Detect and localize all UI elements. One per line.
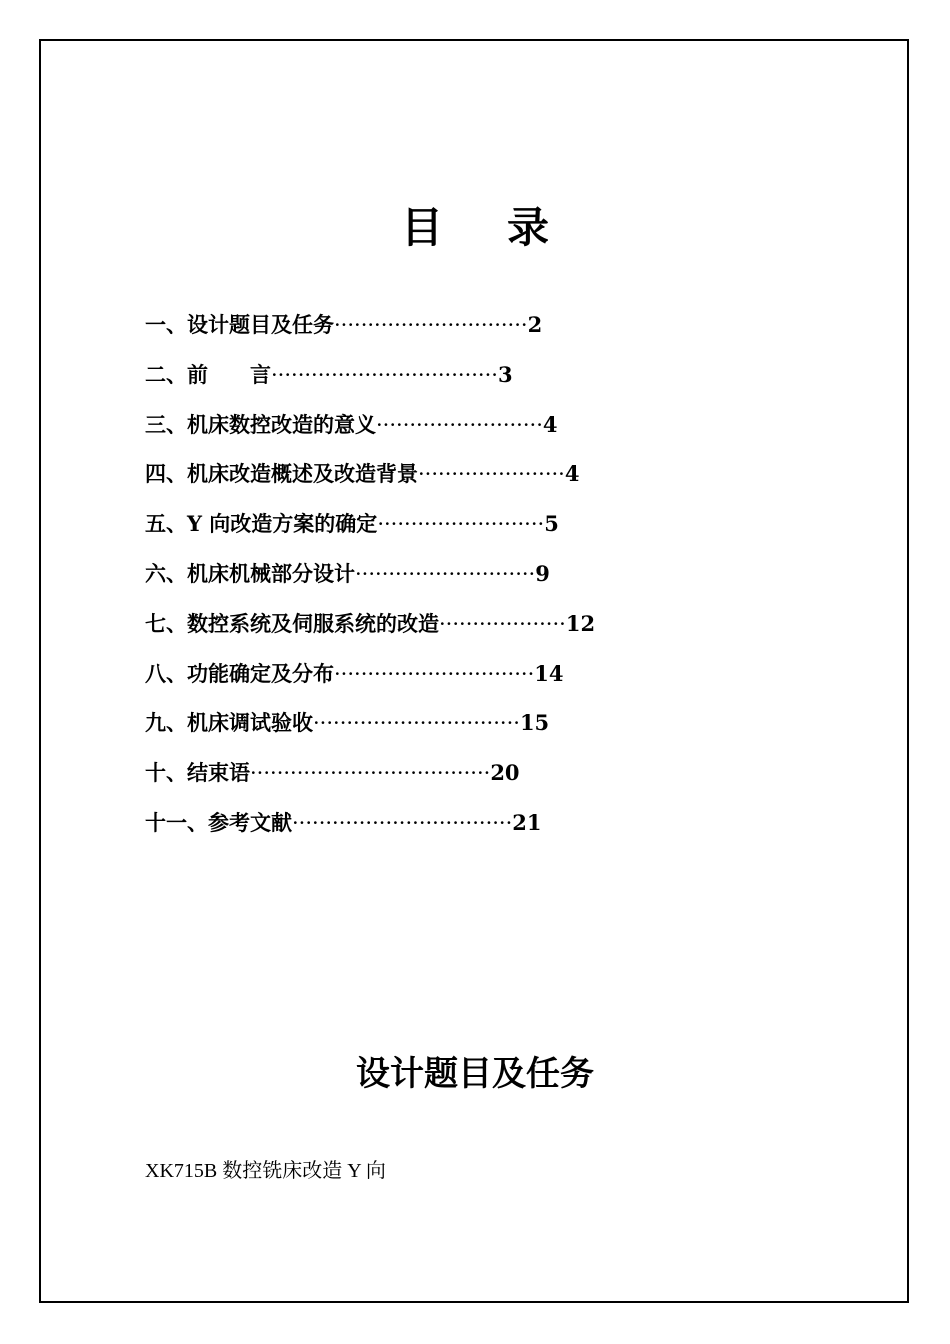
toc-item[interactable]	[145, 300, 595, 350]
toc-item[interactable]	[145, 400, 595, 450]
toc-item-label: 四、机床改造概述及改造背景	[145, 461, 418, 487]
toc-item-leader: ····································	[250, 761, 491, 786]
toc-item-page: 15	[519, 710, 550, 736]
toc-item-label: 十一、参考文献	[145, 809, 292, 835]
toc-item[interactable]	[145, 798, 595, 848]
toc-item-label: 九、机床调试验收	[145, 710, 313, 736]
toc-item-label: 六、机床机械部分设计	[145, 560, 355, 586]
toc-item-label: 八、功能确定及分布	[145, 660, 334, 686]
toc-item-leader: ·······························	[313, 711, 520, 736]
toc-item-label: 二、前 言	[145, 361, 271, 387]
toc-item[interactable]	[145, 698, 595, 748]
toc-item-leader: ·································	[292, 810, 513, 835]
toc-item-leader: ·························	[376, 412, 543, 437]
toc-item-label: 三、机床数控改造的意义	[145, 411, 376, 437]
toc-title-left: 目	[400, 203, 443, 252]
toc-item-leader: ···························	[355, 561, 536, 586]
toc-item-label: 十、结束语	[145, 760, 250, 786]
toc-item-page: 20	[490, 760, 520, 786]
toc-item-leader: ······················	[418, 462, 565, 487]
toc-item[interactable]	[145, 649, 595, 699]
section-title: 设计题目及任务	[356, 1054, 594, 1094]
toc-item-page: 3	[497, 361, 513, 387]
toc-item-label: 一、设计题目及任务	[145, 312, 334, 337]
toc-item[interactable]	[145, 449, 595, 499]
toc-item-leader: ·························	[377, 512, 545, 537]
toc-item-page: 4	[564, 461, 580, 487]
toc-item-label: 七、数控系统及伺服系统的改造	[145, 610, 439, 636]
toc-item[interactable]	[145, 599, 595, 649]
toc-item[interactable]	[145, 748, 595, 798]
task-description: XK715B 数控铣床改造 Y 向	[145, 1160, 386, 1182]
toc-title-right: 录	[507, 203, 550, 252]
toc-item-page: 2	[527, 312, 543, 337]
toc-item[interactable]	[145, 549, 595, 599]
toc-item-page: 4	[542, 411, 558, 437]
toc-title	[0, 198, 950, 258]
toc-item-leader: ···················	[439, 611, 566, 636]
toc-item[interactable]	[145, 350, 595, 400]
toc-item-page: 5	[544, 511, 559, 537]
toc-item[interactable]	[145, 499, 595, 549]
toc-item-page: 21	[512, 809, 542, 835]
toc-item-page: 14	[534, 660, 564, 686]
toc-item-leader: ·····························	[334, 313, 528, 337]
toc-item-leader: ··································	[271, 362, 498, 387]
toc-item-label: 五、Y 向改造方案的确定	[145, 511, 378, 537]
toc-item-page: 12	[565, 610, 596, 636]
toc-list	[145, 300, 595, 848]
toc-item-page: 9	[535, 560, 550, 586]
toc-item-leader: ······························	[334, 661, 535, 686]
